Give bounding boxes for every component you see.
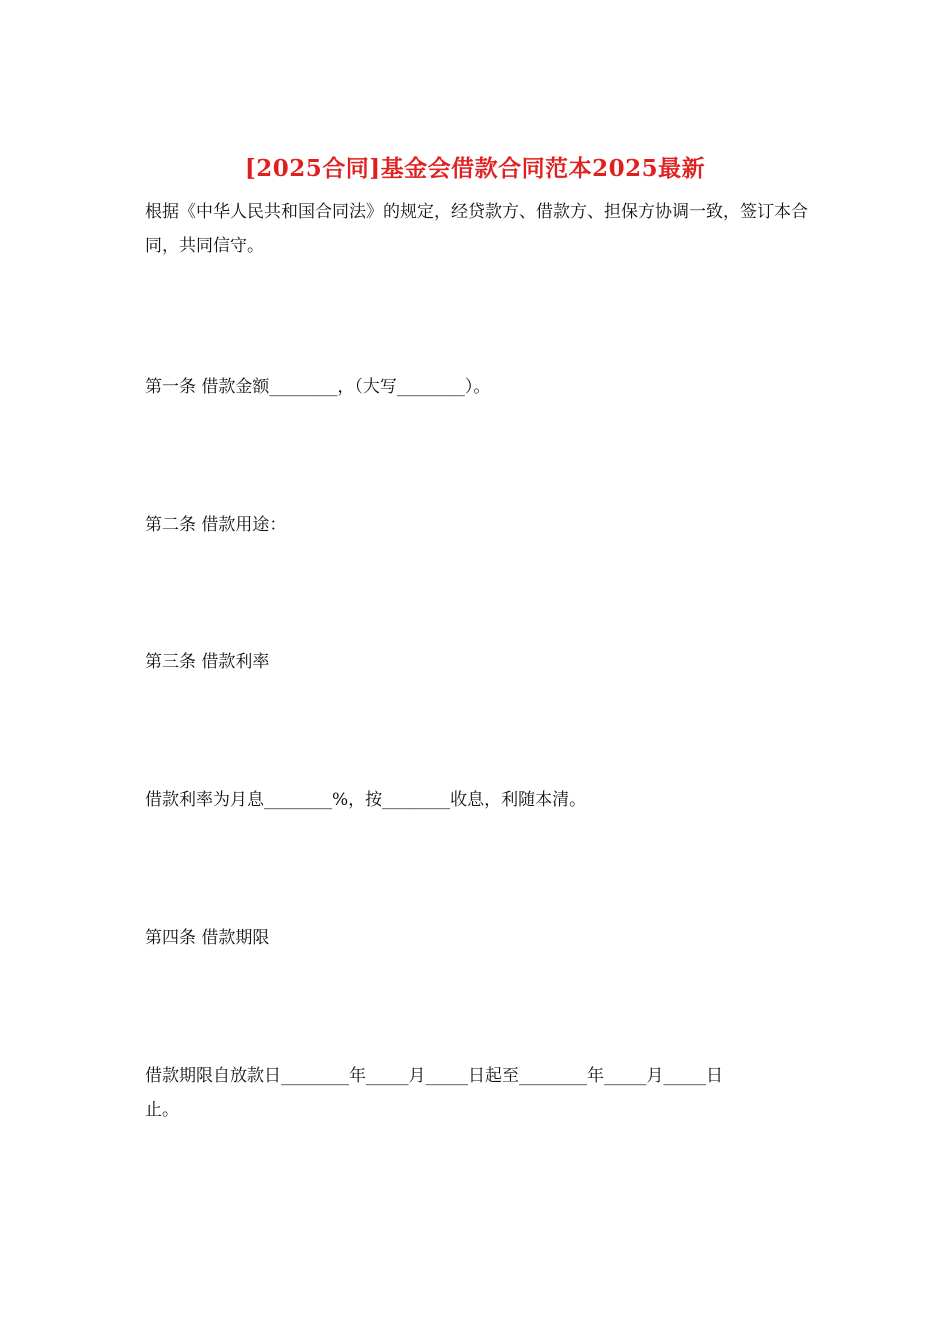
article-1: 第一条 借款金额________，（大写________）。 <box>145 377 491 397</box>
article-3-heading: 第三条 借款利率 <box>145 652 270 672</box>
intro-paragraph: 根据《中华人民共和国合同法》的规定，经贷款方、借款方、担保方协调一致，签订本合同，共同信守。 <box>145 202 808 256</box>
document-title: [2025合同]基金会借款合同范本2025最新 <box>244 155 706 182</box>
article-3-body: 借款利率为月息________%，按________收息，利随本清。 <box>145 790 587 810</box>
article-2: 第二条 借款用途： <box>145 515 287 535</box>
article-4-body-line-1: 借款期限自放款日________年_____月_____日起至________年_____月_____日 <box>145 1066 723 1086</box>
article-4-body-line-2: 止。 <box>145 1100 179 1120</box>
article-4-heading: 第四条 借款期限 <box>145 928 270 948</box>
